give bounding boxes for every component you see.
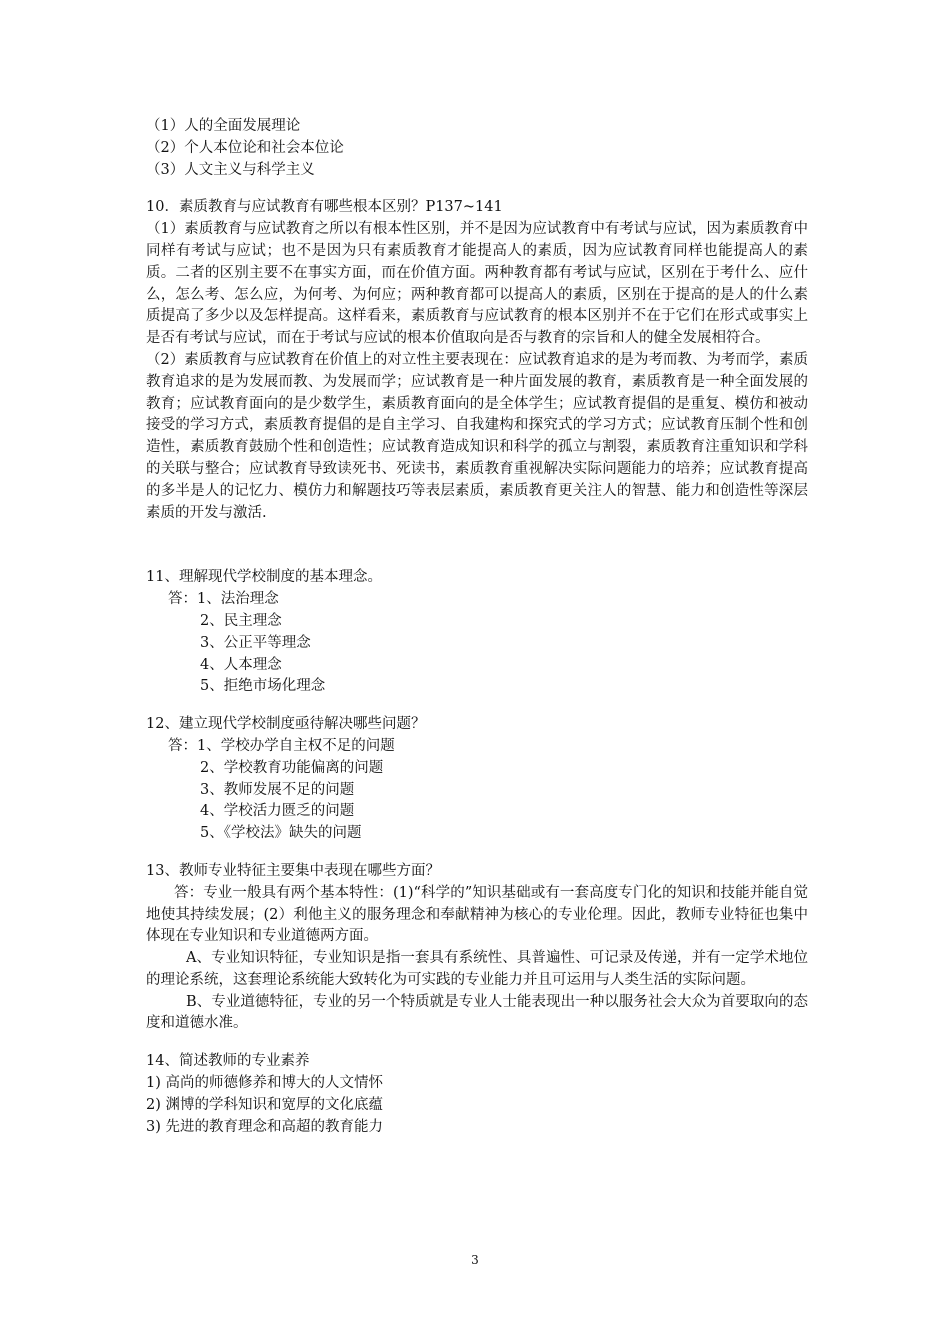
- question-12-item: 3、教师发展不足的问题: [200, 781, 355, 798]
- question-11-title: 11、理解现代学校制度的基本理念。: [146, 569, 382, 586]
- question-14-item: 3) 先进的教育理念和高超的教育能力: [146, 1118, 383, 1135]
- question-13-point-b: B、专业道德特征，专业的另一个特质就是专业人士能表现出一种以服务社会大众为首要取向的态度和道德水准。: [146, 993, 808, 1032]
- question-12-item: 2、学校教育功能偏离的问题: [200, 759, 384, 776]
- question-10-paragraph-2: （2）素质教育与应试教育在价值上的对立性主要表现在：应试教育追求的是为考而教、为考而学，素质教育追求的是为发展而教、为发展而学；应试教育是一种片面发展的教育，素质教育是一种全面发展的教育；应试教育面向的是少数学生，素质教育面向的是全体学生；应试教育提倡的是重复、模仿和被动接受的学习方式，素质教育提倡的是自主学习、自我建构和探究式的学习方式；应试教育压制个性和创造性，素质教育鼓励个性和创造性；应试教育造成知识和科学的孤立与割裂，素质教育注重知识和学科的关联与整合；应试教育导致读死书、死读书，素质教育重视解决实际问题能力的培养；应试教育提高的多半是人的记忆力、模仿力和解题技巧等表层素质，素质教育更关注人的智慧、能力和创造性等深层素质的开发与激活.: [146, 351, 808, 521]
- page-content: [146, 116, 808, 1138]
- question-13-title: 13、教师专业特征主要集中表现在哪些方面？: [146, 862, 440, 879]
- intro-list-item: （3）人文主义与科学主义: [146, 161, 315, 178]
- question-13-point-a: A、专业知识特征，专业知识是指一套具有系统性、具普遍性、可记录及传递，并有一定学术地位的理论系统，这套理论系统能大致转化为可实践的专业能力并且可运用与人类生活的实际问题。: [146, 950, 808, 988]
- question-12-item: 4、学校活力匮乏的问题: [200, 803, 355, 820]
- question-10-paragraph-1: （1）素质教育与应试教育之所以有根本性区别，并不是因为应试教育中有考试与应试，因为素质教育中同样有考试与应试；也不是因为只有素质教育才能提高人的素质，因为应试教育同样也能提高人的素质。二者的区别主要不在事实方面，而在价值方面。两种教育都有考试与应试，区别在于考什么、应什么，怎么考、怎么应，为何考、为何应；两种教育都可以提高人的素质，区别在于提高的是人的什么素质提高了多少以及怎样提高。这样看来，素质教育与应试教育的根本区别并不在于它们在形式或事实上是否有考试与应试，而在于考试与应试的根本价值取向是否与教育的宗旨和人的健全发展相符合。: [146, 221, 808, 347]
- question-13-answer: 答：专业一般具有两个基本特性：(1)“科学的”知识基础或有一套高度专门化的知识和技能并能自觉地使其持续发展；(2）利他主义的服务理念和奉献精神为核心的专业伦理。因此，教师专业特征也集中体现在专业知识和专业道德两方面。: [146, 884, 808, 945]
- question-12-item: 5、《学校法》缺失的问题: [200, 825, 362, 842]
- question-12-title: 12、建立现代学校制度亟待解决哪些问题？: [146, 716, 426, 733]
- question-11-item: 2、民主理念: [200, 612, 282, 629]
- intro-list-item: （1）人的全面发展理论: [146, 118, 301, 134]
- page-number: 3: [471, 1253, 479, 1267]
- question-14-item: 2) 渊博的学科知识和宽厚的文化底蕴: [146, 1096, 383, 1113]
- intro-list-item: （2）个人本位论和社会本位论: [146, 139, 344, 156]
- question-14-title: 14、简述教师的专业素养: [146, 1053, 310, 1070]
- question-11-item: 5、拒绝市场化理念: [200, 678, 326, 695]
- question-11-answer: 答：1、法治理念: [168, 591, 279, 608]
- question-10-title: 10．素质教育与应试教育有哪些根本区别？P137~141: [146, 199, 503, 216]
- question-11-item: 3、公正平等理念: [200, 634, 311, 651]
- question-12-answer: 答：1、学校办学自主权不足的问题: [168, 737, 395, 754]
- question-14-item: 1) 高尚的师德修养和博大的人文情怀: [146, 1075, 383, 1092]
- question-11-item: 4、人本理念: [200, 656, 282, 673]
